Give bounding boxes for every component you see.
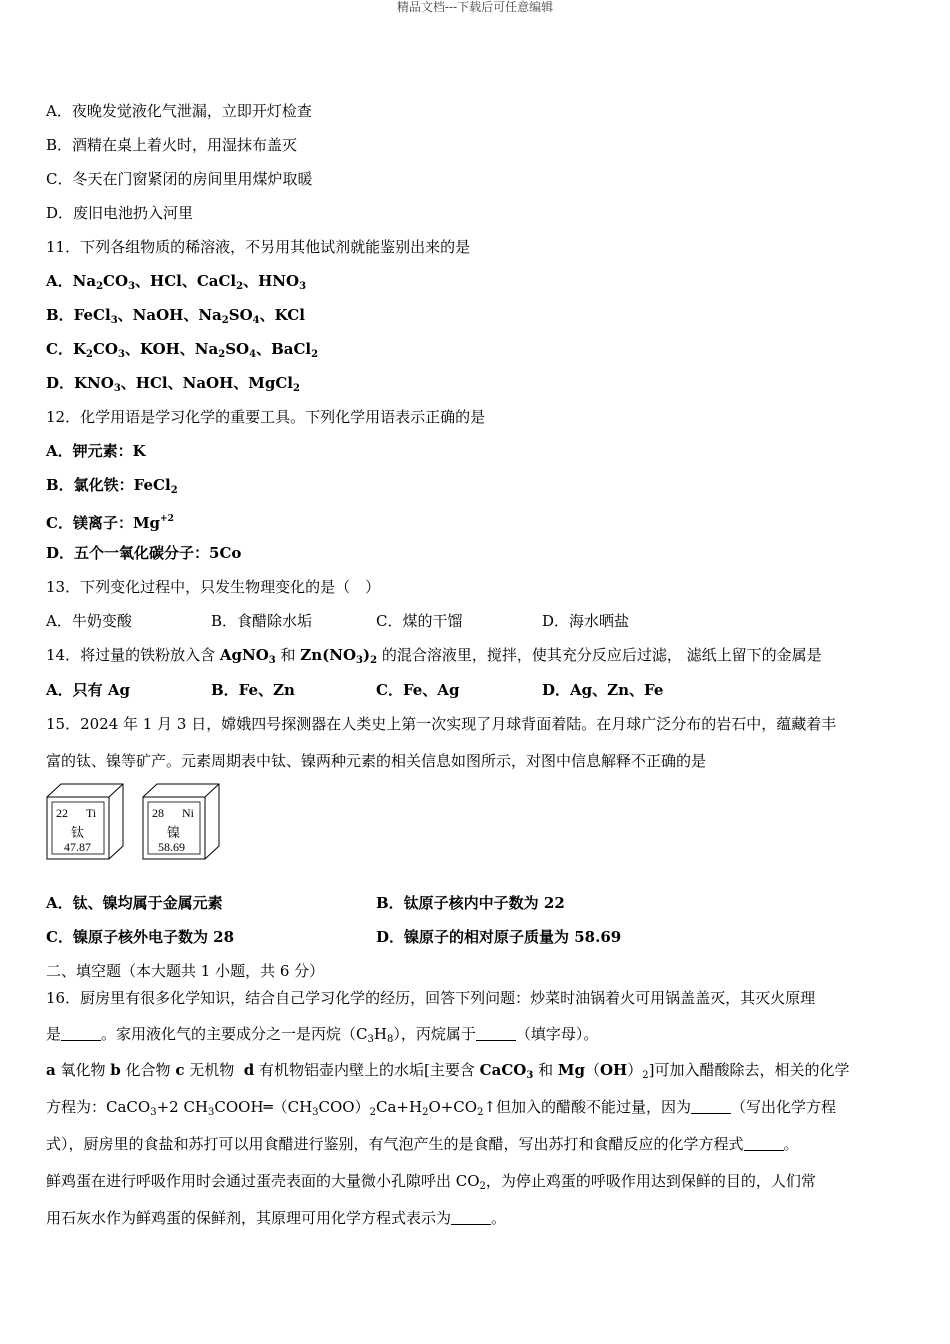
element-number: 28 [152, 806, 164, 820]
element-name: 钛 [71, 825, 85, 840]
q15-options-row2 [46, 927, 906, 947]
q15-option-a: A．钛、镍均属于金属元素 [46, 894, 223, 912]
element-number: 22 [56, 806, 68, 820]
q15-option-d: D．镍原子的相对原子质量为 58.69 [376, 928, 622, 946]
q10-option-b: B．酒精在桌上着火时，用湿抹布盖灭 [46, 136, 298, 154]
q11-option-c: C．$K_2CO_3$、KOH、$Na_2SO_4$、BaCl$_2$ [46, 340, 319, 360]
q13-stem: 13．下列变化过程中，只发生物理变化的是（ ） [46, 578, 381, 596]
q16-line3: a 氧化物 b 化合物 c 无机物 d 有机物铝壶内壁上的水垢[主要含 CaCO$_3$ 和 $Mg(OH)_2$]可加入醋酸除去，相关的化学 [46, 1061, 850, 1081]
element-symbol: Ti [86, 806, 97, 820]
element-mass: 58.69 [158, 840, 185, 854]
answer-blank[interactable] [61, 1026, 101, 1041]
q11-option-b: B．FeCl$_3$、NaOH、$Na_2SO_4$、KCl [46, 306, 305, 326]
q16-line4-start: 方程为：CaCO [46, 1098, 151, 1116]
q16-line6-start: 鲜鸡蛋在进行呼吸作用时会通过蛋壳表面的大量微小孔隙呼出 CO [46, 1172, 480, 1190]
answer-blank[interactable] [744, 1136, 784, 1151]
q12-stem: 12．化学用语是学习化学的重要工具。下列化学用语表示正确的是 [46, 408, 486, 426]
q11-stem: 11．下列各组物质的稀溶液，不另用其他试剂就能鉴别出来的是 [46, 238, 471, 256]
q14-stem: 14．将过量的铁粉放入含 AgNO$_3$ 和 $Zn(NO_3)_2$ 的混合溶液里，搅拌，使其充分反应后过滤， 滤纸上留下的金属是 [46, 646, 822, 666]
q14-options [46, 680, 906, 700]
q16-line7-start: 用石灰水作为鲜鸡蛋的保鲜剂，其原理可用化学方程式表示为 [46, 1209, 452, 1227]
element-mass: 47.87 [64, 840, 91, 854]
answer-blank[interactable] [476, 1026, 516, 1041]
q16-line2: 是 。家用液化气的主要成分之一是丙烷$(C_3H_8)$，丙烷属于 （填字母）。 [46, 1025, 599, 1045]
q16-line4: 方程为：CaCO$_3$+2 $CH_3COOH═(CH_3COO)_2Ca+H_2O+CO_2↑$但加入的醋酸不能过量，因为 （写出化学方程 [46, 1098, 837, 1118]
q15-stem-line2: 富的钛、镍等矿产。元素周期表中钛、镍两种元素的相关信息如图所示，对图中信息解释不正确的是 [46, 752, 707, 770]
q13-option-d: D．海水晒盐 [542, 612, 630, 630]
section-heading: 二、填空题（本大题共 1 小题，共 6 分） [46, 962, 325, 980]
q16-line1: 16．厨房里有很多化学知识，结合自己学习化学的经历，回答下列问题：炒菜时油锅着火可用锅盖盖灭，其灭火原理 [46, 989, 816, 1007]
q15-option-c: C．镍原子核外电子数为 28 [46, 928, 235, 946]
element-card-ni [142, 783, 220, 861]
q12-option-d: D．五个一氧化碳分子：5Co [46, 544, 242, 562]
q10-option-a: A．夜晚发觉液化气泄漏，立即开灯检查 [46, 102, 312, 120]
q11-option-d: D．$KNO_3$、HCl、NaOH、MgCl$_2$ [46, 374, 300, 394]
q10-option-c: C．冬天在门窗紧闭的房间里用煤炉取暖 [46, 170, 313, 188]
q15-options-row1 [46, 893, 906, 913]
q15-option-b: B．钛原子核内中子数为 22 [376, 894, 565, 912]
q11-option-a: A．$Na_2CO_3$、HCl、CaCl$_2$、$HNO_3$ [46, 272, 307, 292]
q13-options [46, 611, 906, 631]
page-header: 精品文档---下载后可任意编辑 [396, 0, 554, 14]
q10-option-d: D．废旧电池扔入河里 [46, 204, 194, 222]
q15-stem-line1: 15．2024 年 1 月 3 日，嫦娥四号探测器在人类史上第一次实现了月球背面着陆。在月球广泛分布的岩石中，蕴藏着丰 [46, 715, 837, 733]
element-name: 镍 [167, 825, 181, 840]
q12-option-c: C．镁离子：$Mg^{+2}$ [46, 514, 174, 532]
element-symbol: Ni [182, 806, 194, 820]
element-card-ti [46, 783, 124, 861]
q14-option-b: B．Fe、Zn [211, 681, 295, 699]
answer-blank[interactable] [691, 1099, 731, 1114]
answer-blank[interactable] [451, 1210, 491, 1225]
q16-line5: 式），厨房里的食盐和苏打可以用食醋进行鉴别，有气泡产生的是食醋，写出苏打和食醋反应的化学方程式 。 [46, 1135, 799, 1153]
q13-option-c: C．煤的干馏 [376, 612, 463, 630]
q13-option-a: A．牛奶变酸 [46, 612, 132, 630]
q16-line7: 用石灰水作为鲜鸡蛋的保鲜剂，其原理可用化学方程式表示为 。 [46, 1209, 507, 1227]
q13-option-b: B．食醋除水垢 [211, 612, 313, 630]
q14-option-a: A．只有 Ag [46, 681, 130, 699]
q16-line6: 鲜鸡蛋在进行呼吸作用时会通过蛋壳表面的大量微小孔隙呼出 $CO_2$，为停止鸡蛋的呼吸作用达到保鲜的目的，人们常 [46, 1172, 816, 1192]
q14-option-d: D．Ag、Zn、Fe [542, 681, 664, 699]
q14-option-c: C．Fe、Ag [376, 681, 460, 699]
q12-option-b: B．氯化铁：FeCl$_2$ [46, 476, 178, 496]
q12-option-a: A．钾元素：K [46, 442, 146, 460]
